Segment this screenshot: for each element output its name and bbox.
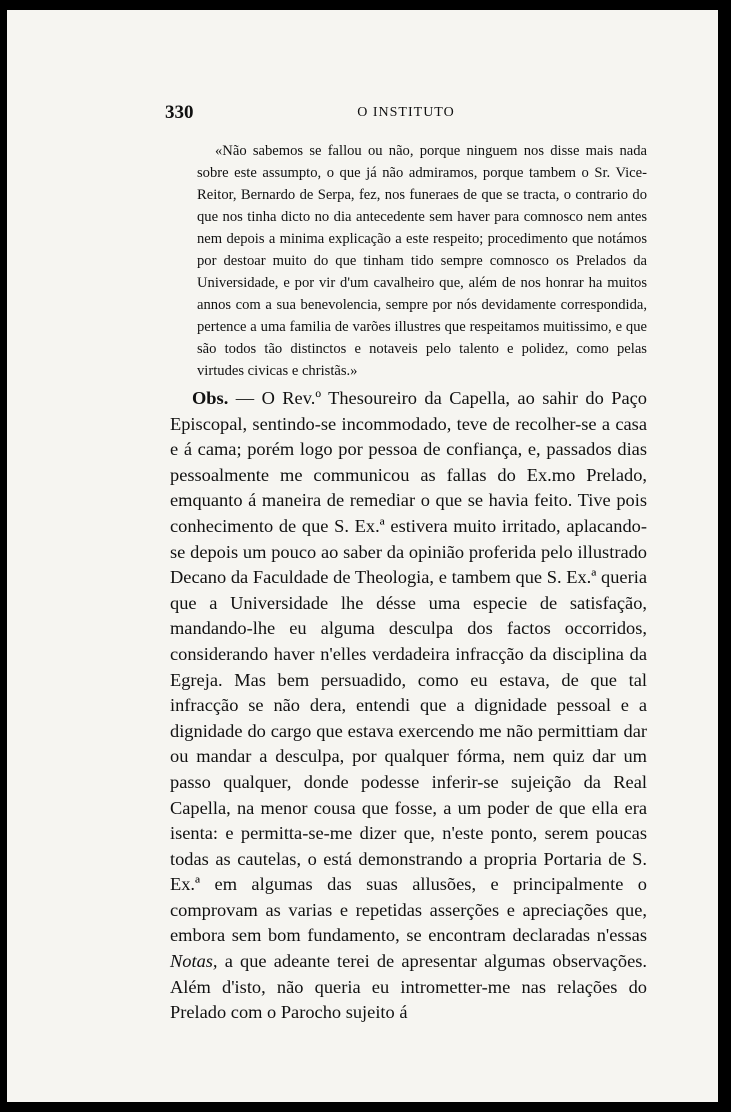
obs-paragraph	[170, 386, 647, 1026]
obs-label: Obs.	[192, 388, 229, 408]
page-number: 330	[165, 102, 194, 123]
running-title: O INSTITUTO	[357, 105, 455, 120]
book-page	[7, 10, 718, 1102]
quote-paragraph: «Não sabemos se fallou ou não, porque ninguem nos disse mais nada sobre este assumpto, o que já não admiramos, porque tambem o Sr. Vice-Reitor, Bernardo de Serpa, fez, nos funeraes de que se tracta, o contrario do que nos tinha dicto no dia antecedente sem haver para comnosco nem antes nem depois a minima explicação a este respeito; procedimento que notámos por destoar muito do que tinham tido sempre comnosco os Prelados da Universidade, e por vir d'um cavalheiro que, além de nos honrar ha muitos annos com a sua benevolencia, sempre por nós devidamente correspondida, pertence a uma familia de varões illustres que respeitamos muitissimo, e que são todos tão distinctos e notaveis pelo talento e polidez, como pelas virtudes civicas e christãs.»	[197, 143, 647, 379]
obs-text-start: — O Rev.º Thesoureiro da Capella, ao sahir do Paço Episcopal, sentindo-se incommodado, teve de recolher-se a casa e á cama; porém logo por pessoa de confiança, e, passados dias pessoalmente me communicou as fallas do Ex.mo Prelado, emquanto á maneira de remediar o que se havia feito. Tive pois conhecimento de que S. Ex.ª estivera muito irritado, aplacando-se depois um pouco ao saber da opinião proferida pelo illustrado Decano da Faculdade de Theologia, e tambem que S. Ex.ª queria que a Universidade lhe désse uma especie de satisfação, mandando-lhe eu alguma desculpa dos factos occorridos, considerando haver n'elles verdadeira infracção da disciplina da Egreja. Mas bem persuadido, como eu estava, de que tal infracção se não dera, entendi que a dignidade pessoal e a dignidade do cargo que estava exercendo me não permittiam dar ou mandar a desculpa, por qualquer fórma, nem quiz dar um passo qualquer, donde podesse inferir-se sujeição da Real Capella, na menor cousa que fosse, a um poder de que ella era isenta: e permitta-se-me dizer que, n'este ponto, serem poucas todas as cautelas, o está demonstrando a propria Portaria de S. Ex.ª em algumas das suas allusões, e principalmente o comprovam as varias e repetidas asserções e apreciações que, embora sem bom fundamento, se encontram declaradas n'essas	[170, 388, 647, 946]
quoted-passage	[197, 140, 647, 382]
obs-italic-word: Notas,	[170, 951, 218, 972]
main-text	[170, 386, 647, 1026]
obs-text-end: a que adeante terei de apresentar algumas observações. Além d'isto, não queria eu intrometter-me nas relações do Prelado com o Parocho sujeito á	[170, 951, 647, 1023]
page-header	[165, 102, 647, 126]
